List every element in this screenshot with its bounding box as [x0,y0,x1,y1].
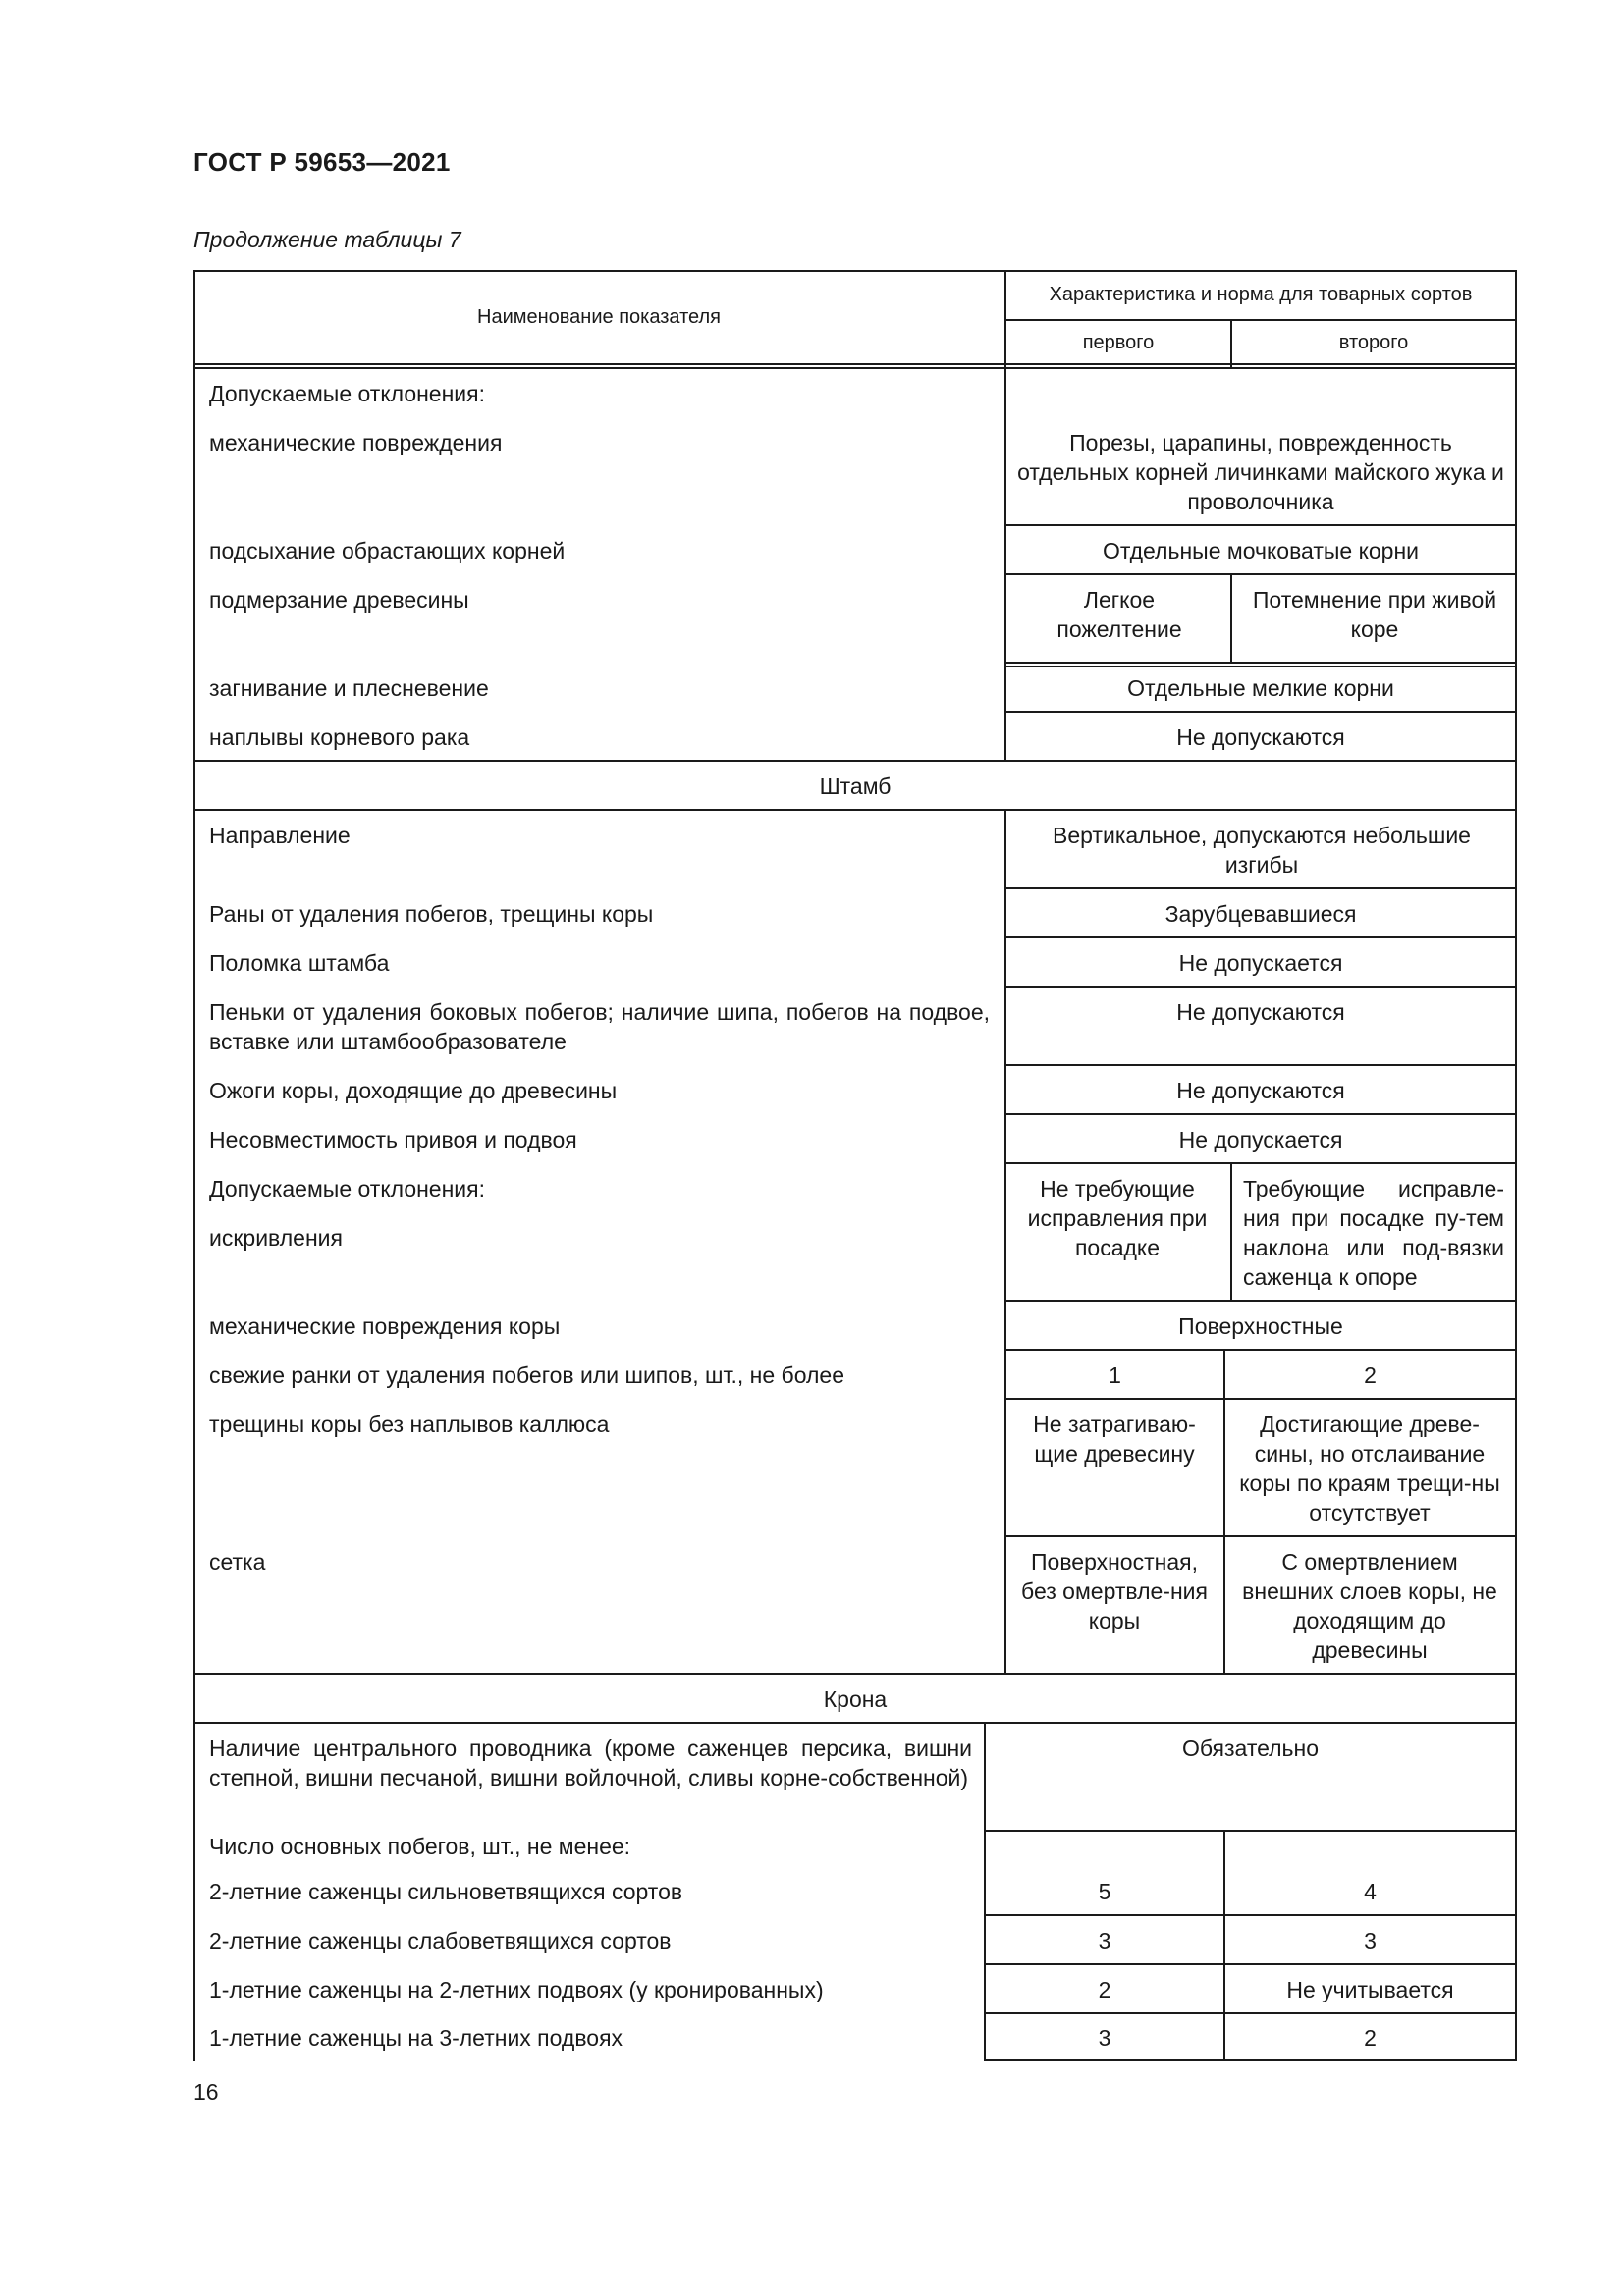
table-border [1004,662,1517,664]
table-cell: Вертикальное, допускаются небольшие изгибы [1053,823,1471,878]
table-cell: С омертвлением внешних слоев коры, не доходящим до древесины [1242,1549,1497,1663]
table-row-label: наплывы корневого рака [209,724,470,750]
table-cell: Не допускаются [1176,1078,1345,1103]
table-cell: Не допускается [1178,1127,1343,1152]
page-number: 16 [193,2079,219,2105]
table-cell: Отдельные мочковатые корни [1102,538,1420,563]
table-border [1004,887,1517,889]
table-border [1004,319,1517,321]
column-header-name: Наименование показателя [477,306,721,328]
table-border [1230,1162,1232,1300]
table-cell: 2 [1364,1362,1377,1388]
table-row-label: Ожоги коры, доходящие до древесины [209,1078,618,1103]
table-cell: 2 [1098,1977,1111,2002]
table-cell: Зарубцевавшиеся [1164,901,1357,927]
table-cell: 1 [1109,1362,1121,1388]
table-row-label: загнивание и плесневение [209,675,489,701]
table-cell: Отдельные мелкие корни [1127,675,1394,701]
table-cell: 2 [1364,2025,1377,2051]
table-border [984,1722,986,2061]
table-cell: Не допускается [1178,950,1343,976]
section-title-stem: Штамб [819,774,892,799]
table-cell: Обязательно [1181,1735,1320,1761]
table-border [1004,711,1517,713]
table-border [1230,573,1232,662]
table-cell: 4 [1364,1879,1377,1904]
table-border [1004,986,1517,988]
table-row-label: свежие ранки от удаления побегов или шипов, шт., не более [209,1362,844,1388]
table-row-label: сетка [209,1549,266,1575]
section-title-crown: Крона [823,1686,888,1712]
table-row-label: 2-летние саженцы слабоветвящихся сортов [209,1928,672,1953]
table-cell: Не допускаются [1176,999,1345,1025]
table-border [1004,1398,1517,1400]
table-row-label: 2-летние саженцы сильноветвящихся сортов [209,1879,683,1904]
table-cell: Не затрагиваю-щие древесину [1033,1412,1196,1467]
table-border [984,1830,1517,1832]
table-cell: Достигающие древе-сины, но отслаивание коры по краям трещи-ны отсутствует [1239,1412,1500,1525]
table-row-label: Число основных побегов, шт., не менее: [209,1834,631,1859]
column-header-first-grade: первого [1082,332,1155,353]
table-border [984,1963,1517,1965]
table-cell: 5 [1098,1879,1111,1904]
table-row-label: Раны от удаления побегов, трещины коры [209,901,654,927]
table-row-label: Поломка штамба [209,950,390,976]
table-row-label: трещины коры без наплывов каллюса [209,1412,610,1437]
table-cell: 3 [1098,2025,1111,2051]
table-row-label: подмерзание древесины [209,587,469,613]
table-row-label: подсыхание обрастающих корней [209,538,566,563]
table-border [193,760,1517,762]
table-row-label: Допускаемые отклонения: [209,381,485,406]
table-cell: Поверхностная, без омертвле-ния коры [1021,1549,1208,1633]
table-border [1230,319,1232,367]
table-row-label: 1-летние саженцы на 2-летних подвоях (у кронированных) [209,1977,824,2002]
table-border [193,270,195,2061]
table-cell: Легкое пожелтение [1056,587,1182,642]
table-cell: 3 [1098,1928,1111,1953]
table-border [1004,666,1517,667]
table-cell: Не требующие исправления при посадке [1027,1176,1208,1260]
table-cell: 3 [1364,1928,1377,1953]
table-border [984,1914,1517,1916]
table-border [984,2059,1517,2061]
table-row-label: Пеньки от удаления боковых побегов; наличие шипа, побегов на подвое, вставке или штамбообразователе [209,999,990,1054]
table-border [193,809,1517,811]
table-cell: Требующие исправле-ния при посадке пу-тем наклона или под-вязки саженца к опоре [1243,1176,1504,1290]
table-row-label: искривления [209,1225,343,1251]
table-border [1004,1064,1517,1066]
table-border [1223,1830,1225,2061]
table-border [1004,809,1006,1673]
table-row-label: Несовместимость привоя и подвоя [209,1127,577,1152]
table-border [1004,367,1006,761]
table-border [193,1722,1517,1724]
column-header-characteristic: Характеристика и норма для товарных сортов [1049,284,1473,305]
table-cell: Не допускаются [1176,724,1345,750]
table-row-label: Допускаемые отклонения: [209,1176,485,1201]
table-row-label: Направление [209,823,351,848]
standard-id: ГОСТ Р 59653—2021 [193,147,451,177]
table-border [193,363,1517,365]
table-border [1004,1162,1517,1164]
table-border [193,367,1517,369]
table-border [1515,270,1517,2061]
table-border [1004,1113,1517,1115]
table-border [1004,270,1006,367]
table-border [984,2012,1517,2014]
table-border [1004,1300,1517,1302]
table-border [1004,936,1517,938]
table-row-label: механические повреждения коры [209,1313,561,1339]
table-cell: Поверхностные [1178,1313,1343,1339]
table-border [193,1673,1517,1675]
table-border [1004,524,1517,526]
table-border [1004,1349,1517,1351]
table-row-label: Наличие центрального проводника (кроме саженцев персика, вишни степной, вишни песчаной, вишни войлочной, сливы корне-собственной) [209,1735,972,1790]
table-row-label: 1-летние саженцы на 3-летних подвоях [209,2025,623,2051]
column-header-second-grade: второго [1338,332,1409,353]
table-border [193,270,1517,272]
table-cell: Не учитывается [1286,1977,1454,2002]
table-cell: Порезы, царапины, поврежденность отдельных корней личинками майского жука и проволочника [1017,430,1504,514]
table-row-label: механические повреждения [209,430,503,455]
table-border [1004,1535,1517,1537]
table-border [1004,573,1517,575]
table-cell: Потемнение при живой коре [1252,587,1497,642]
table-continuation-caption: Продолжение таблицы 7 [193,227,461,252]
